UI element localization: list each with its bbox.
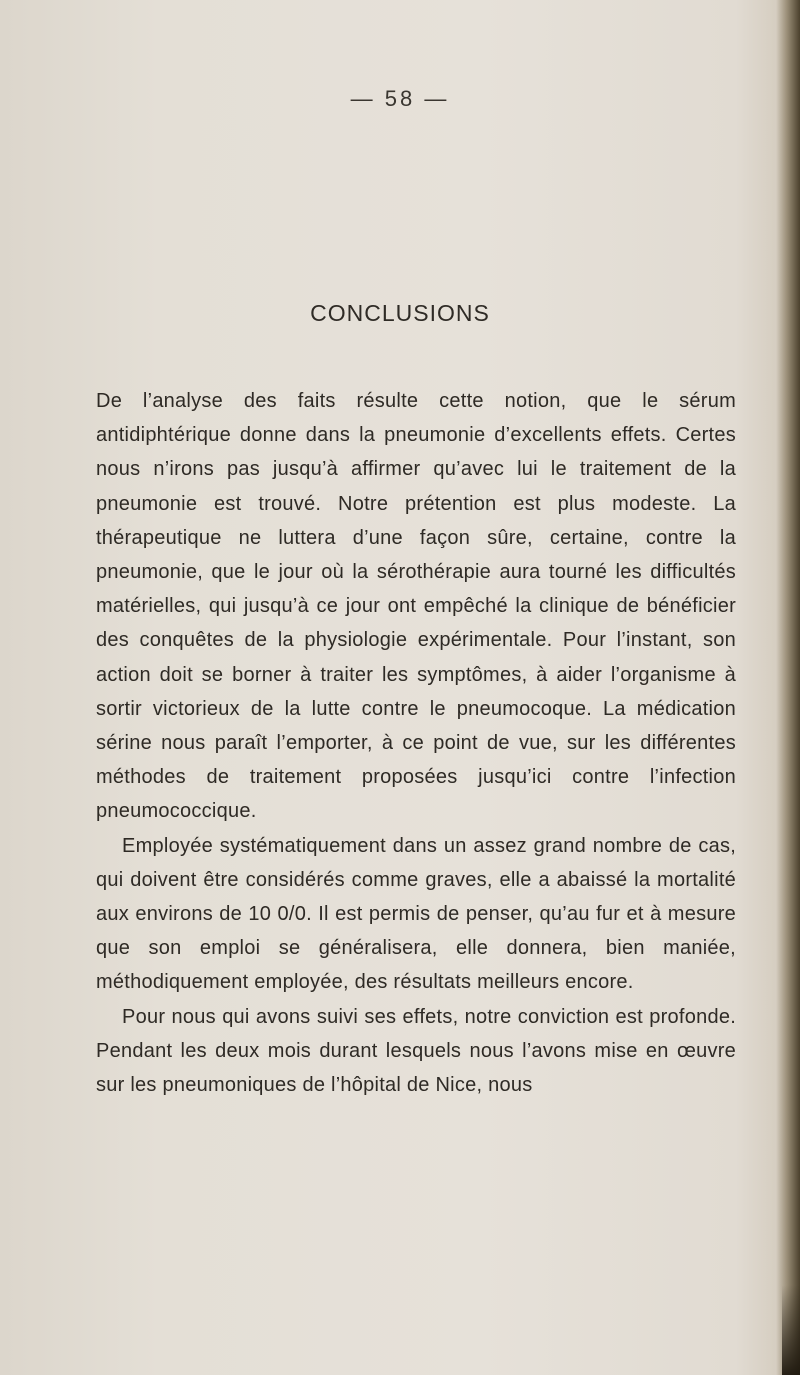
page-number: — 58 —: [350, 86, 450, 111]
paragraph-3: Pour nous qui avons suivi ses effets, notre conviction est profonde. Pendant les deux mois durant lesquels nous l’avons mise en œuvre sur les pneumoniques de l’hôpital de Nice, nous: [96, 1005, 736, 1097]
paragraph-1: De l’analyse des faits résulte cette notion, que le sérum antidiphtérique donne dans la pneumonie d’excellents effets. Certes nous n’irons pas jusqu’à affirmer qu’avec lui le traitement de la pneumonie est trouvé. Notre prétention est plus modeste. La thérapeutique ne luttera d’une façon sûre, certaine, contre la pneumonie, que le jour où la sérothérapie aura tourné les difficultés matérielles, qui jusqu’à ce jour ont empêché la clinique de bénéficier des conquêtes de la physiologie expérimentale. Pour l’instant, son action doit se borner à traiter les symptômes, à aider l’organisme à sortir victorieux de la lutte contre le pneumocoque. La médication sérine nous paraît l’emporter, à ce point de vue, sur les différentes méthodes de traitement proposées jusqu’ici contre l’infection pneumococcique.: [96, 390, 736, 823]
paragraph-2: Employée systématiquement dans un assez grand nombre de cas, qui doivent être considérés comme graves, elle a abaissé la mortalité aux environs de 10 0/0. Il est permis de penser, qu’au fur et à mesure que son emploi se généralisera, elle donnera, bien maniée, méthodiquement employée, des résultats meilleurs encore.: [96, 834, 736, 994]
section-heading: CONCLUSIONS: [310, 300, 490, 326]
page-edge-shadow: [776, 0, 800, 1375]
page-corner-shadow: [782, 1285, 800, 1375]
body-text: [96, 384, 736, 1102]
